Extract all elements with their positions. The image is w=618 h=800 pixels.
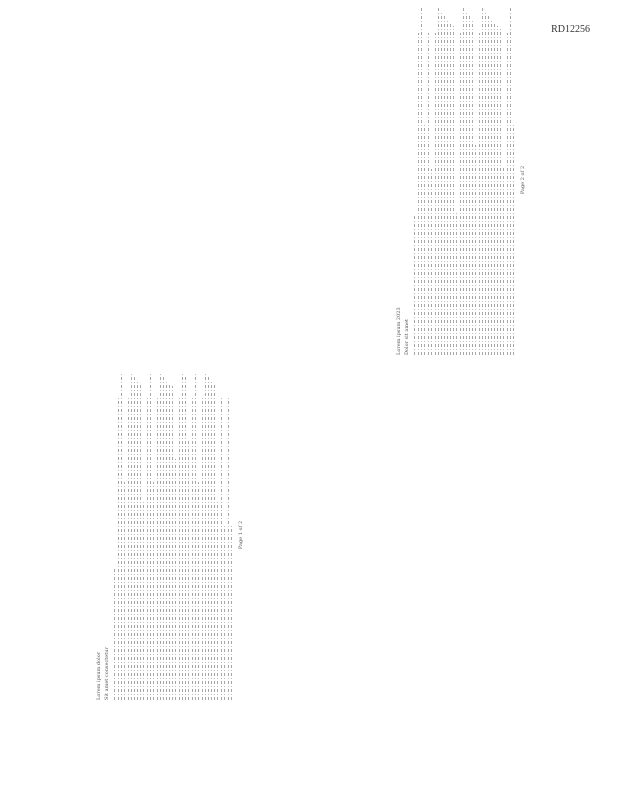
text-block [118,370,125,700]
right-header-line-1: Lorem ipsum 2023 [396,307,402,355]
text-line [140,383,141,700]
document-id: RD12256 [551,24,590,35]
text-block [507,5,514,355]
left-body [114,370,232,700]
left-header-line-2: Sit amet consectetur [104,647,110,700]
text-line [198,482,199,700]
text-line [507,33,508,355]
text-line [479,33,480,355]
text-line [231,525,232,700]
text-line [143,502,144,700]
text-block [479,5,504,355]
text-line [157,396,158,700]
text-block [428,5,432,355]
text-line [497,26,498,355]
text-line [214,383,215,700]
right-page-number: Page 2 of 2 [520,165,526,195]
text-line [503,166,504,355]
text-line [118,396,119,700]
text-line [205,373,206,700]
text-line [224,525,225,700]
text-line [421,9,422,356]
text-line [414,215,415,355]
text-line [441,12,442,355]
text-line [114,568,115,700]
text-line [192,396,193,700]
text-line [463,9,464,356]
text-line [444,16,445,356]
text-block [147,370,154,700]
text-line [466,12,467,355]
text-line [447,19,448,355]
text-line [175,459,176,700]
text-line [431,170,432,356]
text-line [424,124,425,355]
text-line [485,12,486,355]
text-line [134,377,135,700]
text-line [217,502,218,700]
text-line [131,373,132,700]
left-rotated-page [95,370,245,700]
right-rotated-page [395,5,545,355]
text-line [488,16,489,356]
text-line [202,396,203,700]
text-line [128,396,129,700]
text-line [418,33,419,355]
text-line [160,373,161,700]
text-line [228,396,229,700]
text-line [147,396,148,700]
text-line [428,33,429,355]
text-line [182,373,183,700]
text-line [150,373,151,700]
text-block [460,5,476,355]
text-line [475,145,476,355]
text-line [435,33,436,355]
text-line [211,380,212,700]
text-line [166,380,167,700]
text-line [500,30,501,356]
text-line [121,373,122,700]
text-block [202,370,218,700]
text-block [128,370,144,700]
text-block [418,5,425,355]
text-line [188,439,189,700]
right-body [414,5,514,355]
text-block [192,370,199,700]
text-line [453,26,454,355]
text-line [482,9,483,356]
text-block [114,370,115,700]
text-line [137,380,138,700]
text-block [228,370,232,700]
text-line [510,9,511,356]
left-header-line-1: Lorem ipsum dolor [96,651,102,700]
text-line [450,23,451,356]
text-line [491,19,492,355]
text-line [185,377,186,700]
text-block [179,370,189,700]
text-line [513,124,514,355]
text-line [460,33,461,355]
text-line [208,377,209,700]
text-line [163,377,164,700]
text-line [179,396,180,700]
text-line [472,19,473,355]
text-line [221,396,222,700]
left-page-number: Page 1 of 2 [238,520,244,550]
text-block [435,5,457,355]
text-line [438,9,439,356]
text-line [195,373,196,700]
text-line [172,387,173,701]
right-header-line-2: Dolor sit amet [404,318,410,355]
text-line [169,383,170,700]
text-line [456,212,457,356]
text-block [414,5,415,355]
text-line [469,16,470,356]
text-block [221,370,225,700]
text-block [157,370,176,700]
text-line [124,482,125,700]
text-line [153,482,154,700]
text-line [494,23,495,356]
